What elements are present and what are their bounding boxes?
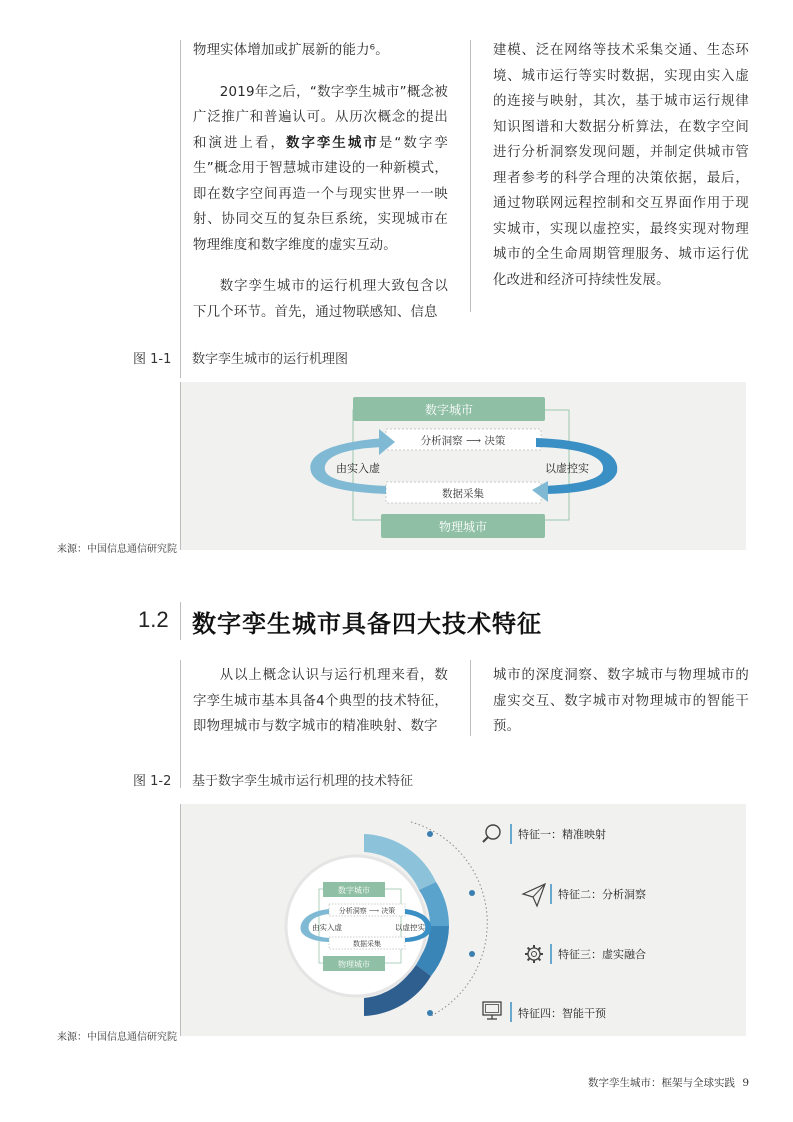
column-divider-mid — [470, 660, 471, 736]
mini-physical-city-label: 物理城市 — [338, 960, 370, 969]
section-left-column — [193, 663, 448, 756]
figure1-number: 图 1-1 — [133, 352, 172, 367]
paragraph-features-intro: 从以上概念认识与运行机理来看，数字孪生城市基本具备4个典型的技术特征，即物理城市与数字城市的精准映射、数字 — [193, 668, 448, 734]
figure2-source: 来源：中国信息通信研究院 — [57, 1032, 177, 1043]
connector-dot-3 — [469, 951, 475, 957]
feature-4-label: 特征四：智能干预 — [518, 1007, 606, 1020]
running-footer — [588, 1075, 749, 1090]
feature-3-label: 特征三：虚实融合 — [558, 948, 646, 961]
figure2-title: 基于数字孪生城市运行机理的技术特征 — [192, 774, 414, 789]
paragraph-mechanism-cont: 建模、泛在网络等技术采集交通、生态环境、城市运行等实时数据，实现由实入虚的连接与映射，其次，基于城市运行规律知识图谱和大数据分析算法，在数字空间进行分析洞察发现问题，并制定供城市管理者参考的科学合理的决策依据，最后，通过物联网远程控制和交互界面作用于现实城市，实现以虚控实，最终实现对物理城市的全生命周期管理服务、城市运行优化改进和经济可持续性发展。 — [493, 43, 749, 288]
top-left-column — [193, 38, 448, 341]
paragraph-intro: 物理实体增加或扩展新的能力⁶。 — [193, 43, 389, 58]
left-margin-rule-mid — [180, 660, 181, 788]
footer-title: 数字孪生城市：框架与全球实践 — [587, 1077, 735, 1089]
mini-analysis-label: 分析洞察 ⟶ 决策 — [338, 907, 396, 915]
section-heading-rule — [180, 602, 181, 640]
left-label: 由实入虚 — [336, 462, 380, 475]
section-title: 数字孪生城市具备四大技术特征 — [192, 609, 542, 638]
paper-plane-icon — [523, 884, 545, 906]
mini-digital-city-label: 数字城市 — [338, 886, 370, 895]
column-divider-top — [470, 40, 471, 312]
monitor-icon — [483, 1002, 501, 1019]
figure1-panel — [181, 382, 746, 550]
paragraph-definition: 2019年之后，“数字孪生城市”概念被广泛推广和普遍认可。从历次概念的提出和演进上看，数字孪生城市是“数字孪生”概念用于智慧城市建设的一种新模式，即在数字空间再造一个与现实世界一一映射、协同交互的复杂巨系统，实现城市在物理维度和数字维度的虚实互动。 — [193, 84, 449, 253]
connector-dot-2 — [469, 890, 475, 896]
physical-city-label: 物理城市 — [438, 520, 488, 534]
mini-collection-label: 数据采集 — [353, 940, 381, 948]
paragraph-mechanism: 数字孪生城市的运行机理大致包含以下几个环节。首先，通过物联感知、信息 — [193, 279, 448, 320]
figure1-source: 来源：中国信息通信研究院 — [57, 544, 177, 555]
collection-label: 数据采集 — [442, 488, 484, 500]
figure1-diagram — [181, 382, 746, 550]
figure1-title: 数字孪生城市的运行机理图 — [192, 352, 349, 367]
figure2-number: 图 1-2 — [133, 774, 172, 789]
search-icon — [483, 825, 500, 842]
paragraph-features-cont: 城市的深度洞察、数字城市与物理城市的虚实交互、数字城市对物理城市的智能干预。 — [493, 668, 749, 734]
term-highlight: 数字孪生城市 — [285, 135, 379, 151]
connector-dot-4 — [427, 1010, 433, 1016]
feature-2-label: 特征二：分析洞察 — [558, 888, 646, 901]
digital-city-label: 数字城市 — [424, 403, 474, 417]
figure2-panel — [181, 804, 746, 1036]
figure2-diagram — [181, 804, 746, 1036]
page-number: 9 — [742, 1077, 749, 1089]
gear-icon — [525, 945, 543, 963]
feature-1-label: 特征一：精准映射 — [518, 828, 606, 841]
mini-right-label: 以虚控实 — [395, 923, 425, 932]
connector-dot-1 — [427, 831, 433, 837]
left-margin-rule-top — [180, 40, 181, 378]
top-right-column — [493, 38, 749, 309]
analysis-label: 分析洞察 ⟶ 决策 — [420, 435, 506, 447]
section-number: 1.2 — [138, 607, 169, 632]
section-right-column — [493, 663, 749, 756]
mini-left-label: 由实入虚 — [312, 923, 342, 932]
right-label: 以虚控实 — [545, 462, 589, 475]
